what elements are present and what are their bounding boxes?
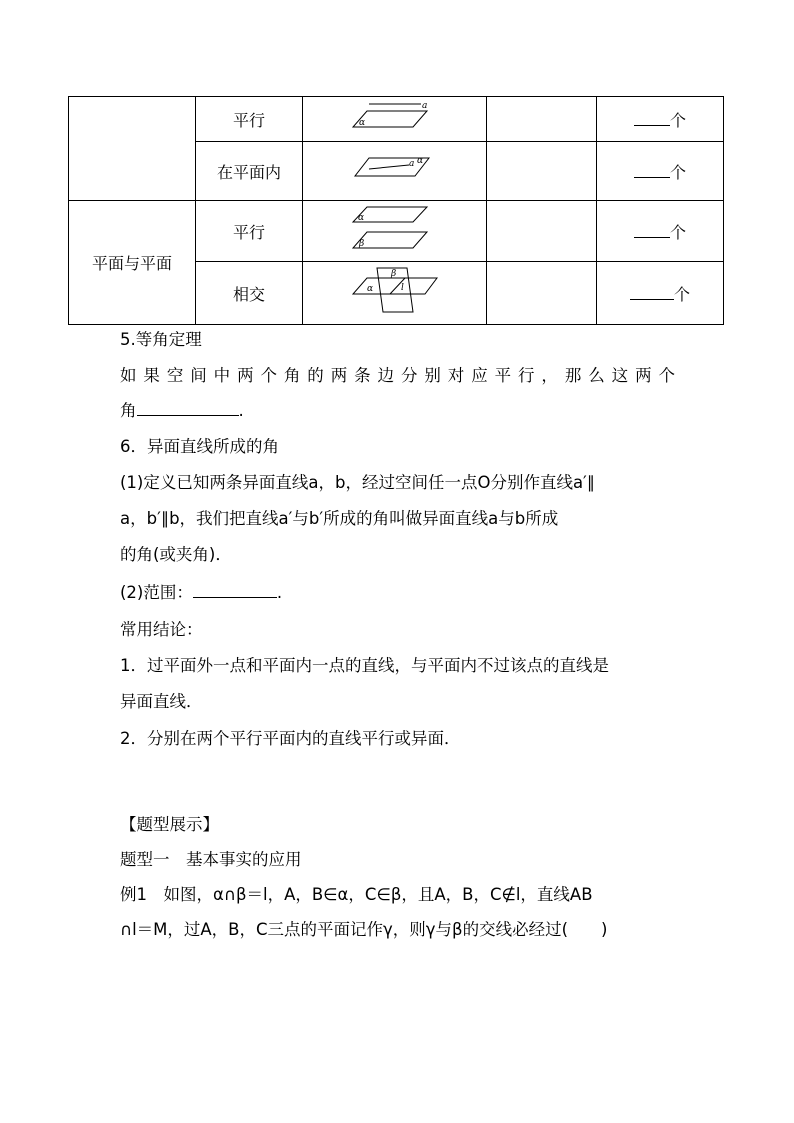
figure-cell: [303, 142, 487, 201]
count-cell: 个: [597, 97, 724, 142]
svg-text:β: β: [390, 269, 396, 279]
theorem5-text-line2: 角 .: [120, 401, 244, 420]
relations-table: [68, 96, 724, 325]
conclusions-title: 常用结论：: [120, 620, 203, 639]
table-row: [69, 97, 724, 142]
svg-text:a: a: [408, 159, 414, 169]
svg-text:α: α: [357, 213, 364, 223]
svg-text:a: a: [421, 101, 427, 111]
line-in-plane-figure: [345, 152, 445, 186]
conclusion-1-line2: 异面直线．: [120, 692, 203, 711]
blank-cell: [487, 201, 597, 262]
relation-cell: 平行: [196, 201, 303, 262]
group-cell: 平面与平面: [69, 201, 196, 325]
section6-range: (2)范围： .: [120, 583, 283, 602]
conclusion-2: 2．分别在两个平行平面内的直线平行或异面．: [120, 729, 461, 748]
question-type-1: 题型一 基本事实的应用: [120, 850, 302, 869]
svg-text:α: α: [416, 156, 423, 166]
line-parallel-plane-figure: [345, 100, 445, 134]
section6-definition-line3: 的角(或夹角)．: [120, 545, 232, 564]
planes-intersect-figure: [345, 264, 445, 318]
example-1-line1: 例1 如图，α∩β＝l，A，B∈α，C∈β，且A，B，C∉l，直线AB: [120, 885, 593, 904]
relation-cell: 在平面内: [196, 142, 303, 201]
group-cell-empty: [69, 97, 196, 201]
conclusion-1-line1: 1．过平面外一点和平面内一点的直线，与平面内不过该点的直线是: [120, 656, 609, 675]
svg-text:α: α: [366, 284, 373, 294]
relation-cell: 平行: [196, 97, 303, 142]
count-cell: 个: [597, 201, 724, 262]
theorem5-text-line1: 如果空间中两个角的两条边分别对应平行，那么这两个: [120, 366, 675, 385]
figure-cell: [303, 97, 487, 142]
figure-cell: [303, 262, 487, 325]
blank-cell: [487, 97, 597, 142]
theorem5-title: 5.等角定理: [120, 330, 202, 349]
figure-cell: [303, 201, 487, 262]
svg-text:l: l: [400, 283, 404, 293]
blank-cell: [487, 262, 597, 325]
relation-cell: 相交: [196, 262, 303, 325]
section6-definition-line2: a，b′∥b，我们把直线a′与b′所成的角叫做异面直线a与b所成: [120, 509, 559, 528]
svg-text:β: β: [358, 239, 364, 249]
section6-title: 6．异面直线所成的角: [120, 437, 279, 456]
blank-cell: [487, 142, 597, 201]
table-row: [69, 201, 724, 262]
question-types-header: 【题型展示】: [120, 815, 219, 834]
svg-text:α: α: [358, 118, 365, 128]
count-cell: 个: [597, 142, 724, 201]
section6-definition-line1: (1)定义已知两条异面直线a，b，经过空间任一点O分别作直线a′∥: [120, 473, 596, 492]
example-1-line2: ∩l＝M，过A，B，C三点的平面记作γ，则γ与β的交线必经过( ): [120, 920, 608, 939]
planes-parallel-figure: [345, 204, 445, 254]
count-cell: 个: [597, 262, 724, 325]
